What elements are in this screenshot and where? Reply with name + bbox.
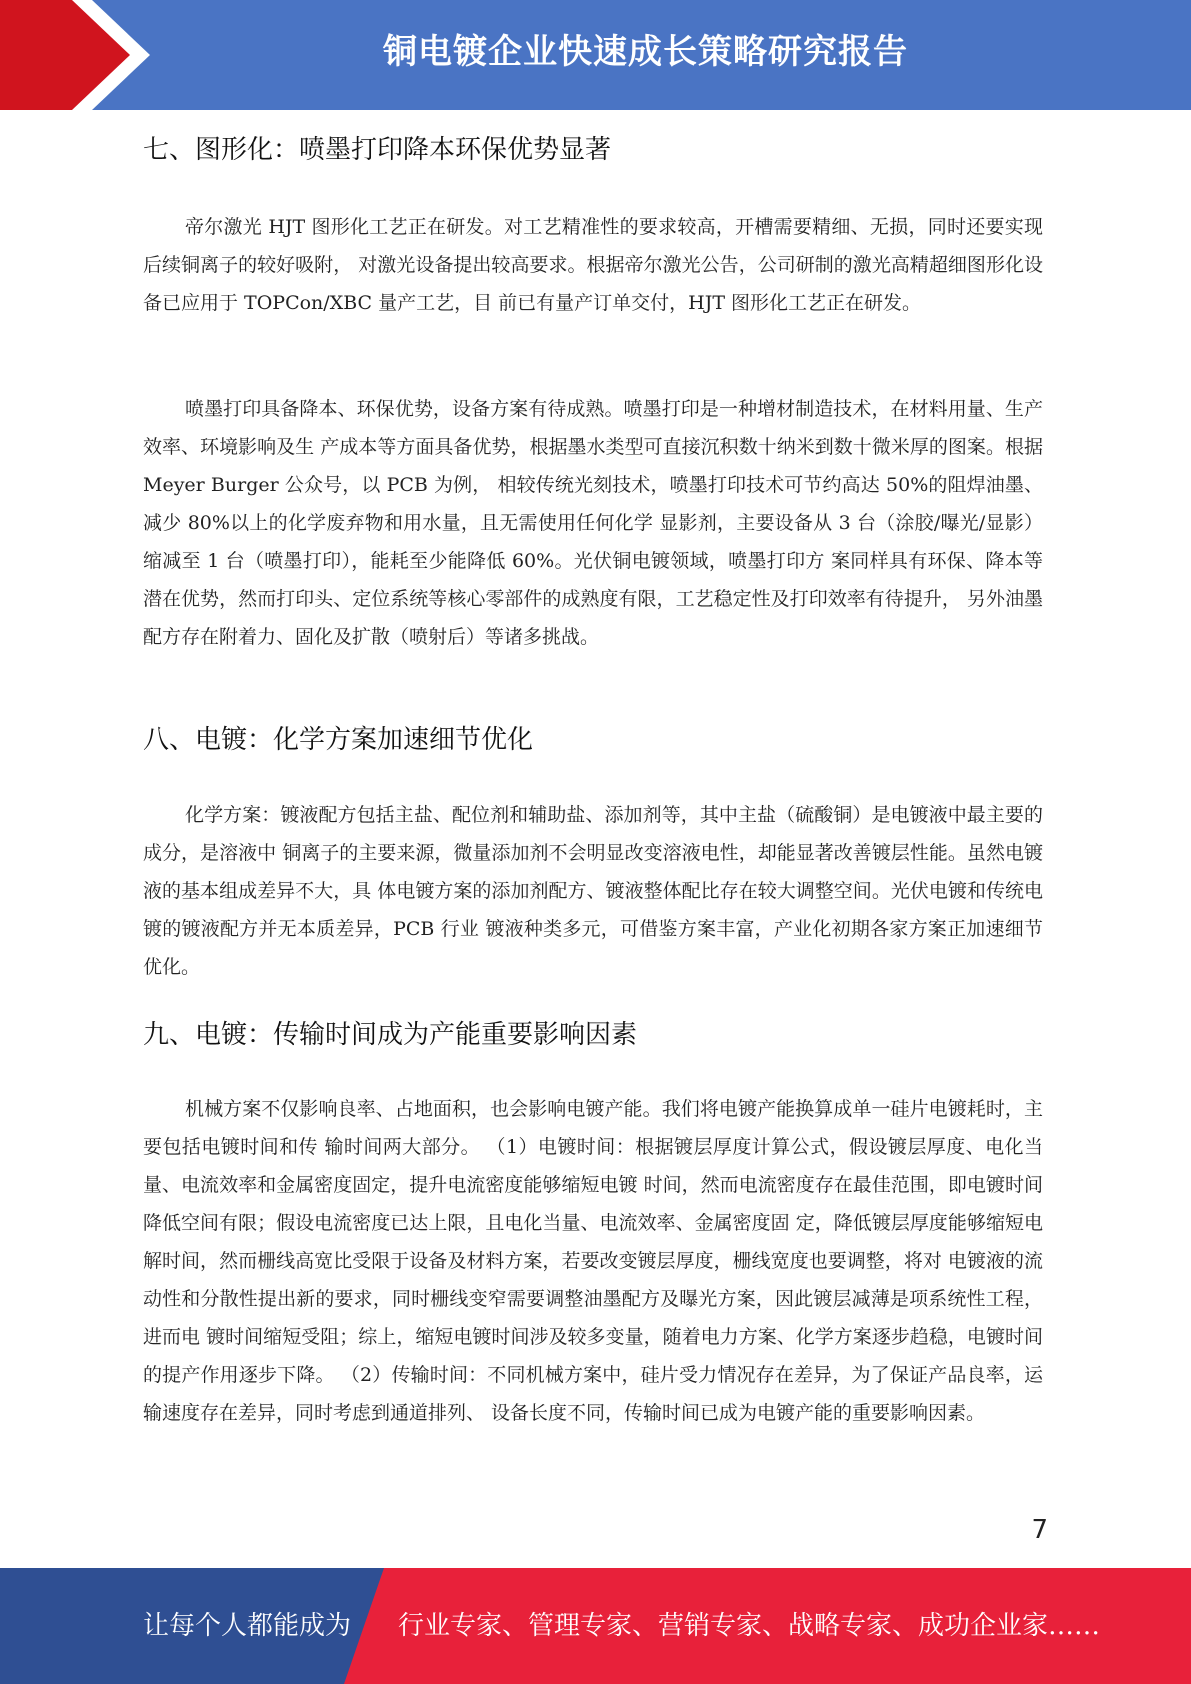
header-red-chevron [0,0,150,110]
page-footer [0,1568,1191,1684]
section-heading-9: 九、电镀：传输时间成为产能重要影响因素 [143,1020,638,1050]
section-8-paragraph-1: 化学方案：镀液配方包括主盐、配位剂和辅助盐、添加剂等，其中主盐（硫酸铜）是电镀液中最主要的成分，是溶液中 铜离子的主要来源，微量添加剂不会明显改变溶液电性，却能显著改善镀层性能。虽然电镀液的基本组成差异不大，具 体电镀方案的添加剂配方、镀液整体配比存在较大调整空间。光伏电镀和传统电镀的镀液配方并无本质差异，PCB 行业 镀液种类多元，可借鉴方案丰富，产业化初期各家方案正加速细节优化。 [143,804,1043,978]
footer-slogan-left: 让每个人都能成为 [143,1611,352,1641]
section-9-paragraph-1: 机械方案不仅影响良率、占地面积，也会影响电镀产能。我们将电镀产能换算成单一硅片电镀耗时，主要包括电镀时间和传 输时间两大部分。 （1）电镀时间：根据镀层厚度计算公式，假设镀层厚度、电化当量、电流效率和金属密度固定，提升电流密度能够缩短电镀 时间，然而电流密度存在最佳范围，即电镀时间降低空间有限；假设电流密度已达上限，且电化当量、电流效率、金属密度固 定，降低镀层厚度能够缩短电解时间，然而栅线高宽比受限于设备及材料方案，若要改变镀层厚度，栅线宽度也要调整，将对 电镀液的流动性和分散性提出新的要求，同时栅线变窄需要调整油墨配方及曝光方案，因此镀层减薄是项系统性工程，进而电 镀时间缩短受阻；综上，缩短电镀时间涉及较多变量，随着电力方案、化学方案逐步趋稳，电镀时间的提产作用逐步下降。 （2）传输时间：不同机械方案中，硅片受力情况存在差异，为了保证产品良率，运输速度存在差异，同时考虑到通道排列、 设备长度不同，传输时间已成为电镀产能的重要影响因素。 [143,1098,1043,1424]
section-7-paragraph-2: 喷墨打印具备降本、环保优势，设备方案有待成熟。喷墨打印是一种增材制造技术，在材料用量、生产效率、环境影响及生 产成本等方面具备优势，根据墨水类型可直接沉积数十纳米到数十微米厚的图案。根据 Meyer Burger 公众号，以 PCB 为例， 相较传统光刻技术，喷墨打印技术可节约高达 50%的阻焊油墨、减少 80%以上的化学废弃物和用水量，且无需使用任何化学 显影剂，主要设备从 3 台（涂胶/曝光/显影）缩减至 1 台（喷墨打印），能耗至少能降低 60%。光伏铜电镀领域，喷墨打印方 案同样具有环保、降本等潜在优势，然而打印头、定位系统等核心零部件的成熟度有限，工艺稳定性及打印效率有待提升， 另外油墨配方存在附着力、固化及扩散（喷射后）等诸多挑战。 [143,398,1043,648]
page-number: 7 [1031,1515,1048,1545]
report-title: 铜电镀企业快速成长策略研究报告 [383,32,908,72]
section-heading-8: 八、电镀：化学方案加速细节优化 [143,725,534,755]
section-7-paragraph-1: 帝尔激光 HJT 图形化工艺正在研发。对工艺精准性的要求较高，开槽需要精细、无损，同时还要实现后续铜离子的较好吸附， 对激光设备提出较高要求。根据帝尔激光公告，公司研制的激光高精超细图形化设备已应用于 TOPCon/XBC 量产工艺，目 前已有量产订单交付，HJT 图形化工艺正在研发。 [143,216,1043,314]
footer-slogan-right: 行业专家、管理专家、营销专家、战略专家、成功企业家…… [398,1611,1101,1641]
section-heading-7: 七、图形化：喷墨打印降本环保优势显著 [143,135,612,165]
page-header [0,0,1191,110]
